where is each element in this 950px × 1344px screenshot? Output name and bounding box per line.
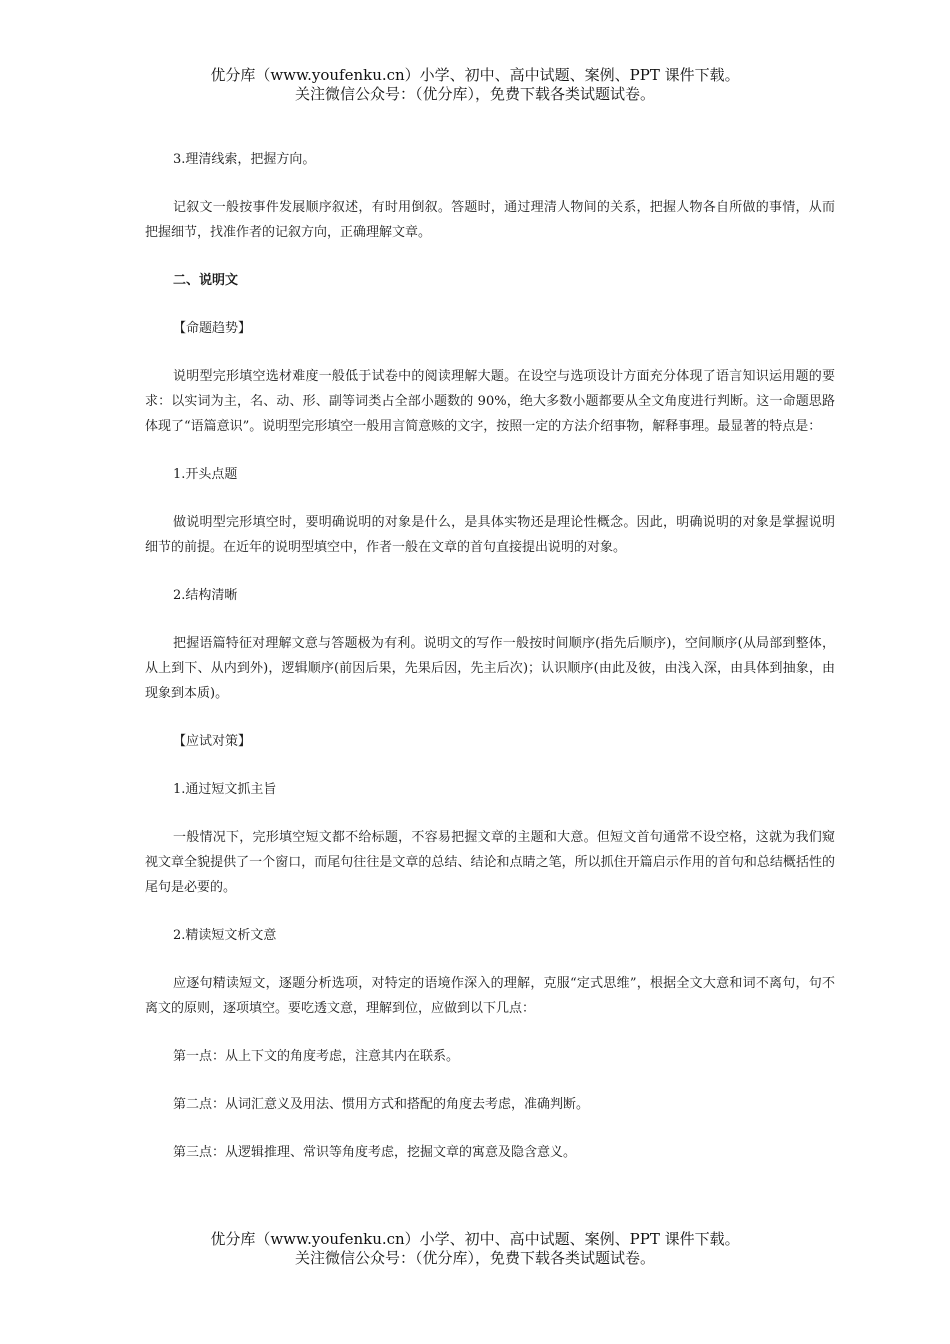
tip-first: 第一点：从上下文的角度考虑，注意其内在联系。	[173, 1049, 460, 1064]
point-main-idea: 1.通过短文抓主旨	[173, 782, 277, 797]
paragraph-close-reading: 应逐句精读短文，逐题分析选项，对特定的语境作深入的理解，克服“定式思维”，根据全文大意和词不离句，句不离文的原则，逐项填空。要吃透文意，理解到位，应做到以下几点：	[145, 976, 835, 1016]
subheading-trends: 【命题趋势】	[173, 321, 252, 336]
paragraph-narrative-order: 记叙文一般按事件发展顺序叙述，有时用倒叙。答题时，通过理清人物间的关系，把握人物各自所做的事情，从而把握细节，找准作者的记叙方向，正确理解文章。	[145, 200, 835, 240]
subheading-strategies: 【应试对策】	[173, 734, 252, 749]
footer-line-1: 优分库（www.youfenku.cn）小学、初中、高中试题、案例、PPT 课件下载。	[210, 1230, 740, 1248]
point-clear-structure: 2.结构清晰	[173, 588, 238, 603]
paragraph-trends: 说明型完形填空选材难度一般低于试卷中的阅读理解大题。在设空与选项设计方面充分体现了语言知识运用题的要求：以实词为主，名、动、形、副等词类占全部小题数的 90%，绝大多数小题都要从全文角度进行判断。这一命题思路体现了“语篇意识”。说明型完形填空一般用言简意赅的文字，按照一定的方法介绍事物，解释事理。最显著的特点是：	[145, 369, 835, 434]
paragraph-clear-structure: 把握语篇特征对理解文意与答题极为有利。说明文的写作一般按时间顺序(指先后顺序)，空间顺序(从局部到整体，从上到下、从内到外)，逻辑顺序(前因后果，先果后因，先主后次)；认识顺序(由此及彼，由浅入深，由具体到抽象，由现象到本质)。	[145, 636, 835, 701]
tip-third: 第三点：从逻辑推理、常识等角度考虑，挖掘文章的寓意及隐含意义。	[173, 1145, 577, 1160]
paragraph-opening-topic: 做说明型完形填空时，要明确说明的对象是什么，是具体实物还是理论性概念。因此，明确说明的对象是掌握说明细节的前提。在近年的说明型填空中，作者一般在文章的首句直接提出说明的对象。	[145, 515, 835, 555]
tip-second: 第二点：从词汇意义及用法、惯用方式和搭配的角度去考虑，准确判断。	[173, 1097, 590, 1112]
page-footer	[0, 1230, 950, 1268]
section-title-expository: 二、说明文	[173, 273, 239, 288]
paragraph-main-idea: 一般情况下，完形填空短文都不给标题，不容易把握文章的主题和大意。但短文首句通常不设空格，这就为我们窥视文章全貌提供了一个窗口，而尾句往往是文章的总结、结论和点睛之笔，所以抓住开篇启示作用的首句和总结概括性的尾句是必要的。	[145, 830, 835, 895]
point-close-reading: 2.精读短文析文意	[173, 928, 277, 943]
header-line-2: 关注微信公众号：（优分库），免费下载各类试题试卷。	[294, 85, 655, 103]
footer-line-2: 关注微信公众号：（优分库），免费下载各类试题试卷。	[294, 1249, 655, 1267]
document-body	[145, 147, 835, 1188]
point-opening-topic: 1.开头点题	[173, 467, 238, 482]
header-line-1: 优分库（www.youfenku.cn）小学、初中、高中试题、案例、PPT 课件下载。	[210, 66, 740, 84]
page-header	[0, 66, 950, 104]
section-heading-clues: 3.理清线索，把握方向。	[173, 152, 316, 167]
